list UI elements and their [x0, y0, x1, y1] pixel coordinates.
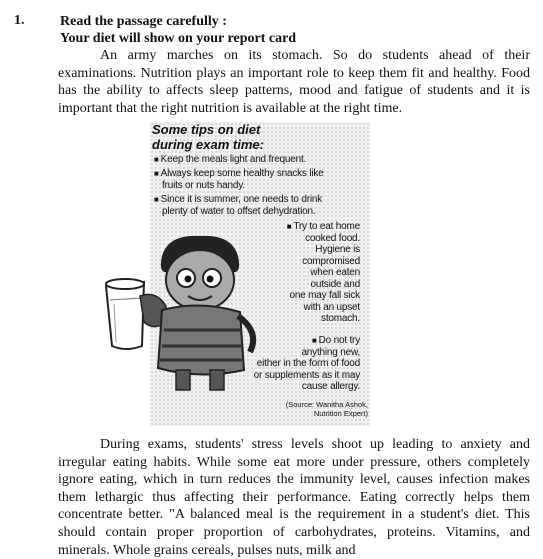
tip-4-line-1: Try to eat home — [293, 221, 360, 232]
passage-title: Your diet will show on your report card — [60, 31, 297, 46]
tip-4-line-2: cooked food. — [305, 232, 360, 244]
tip-2-line-2: fruits or nuts handy. — [162, 179, 245, 191]
paragraph-2-text: During exams, students' stress levels shoot up leading to anxiety and irregular eating habits. While some eat more under pressure, others completely ignore eating, which in turn reduces the immunity level, causes infection makes them lethargic thus affecting their performance. Eating correctly helps them concentrate better. "A balanced meal is the requirement in a student's diet. This should contain proper proportion of carbohydrates, proteins. Vitamins, and minerals. Whole grains cereals, pulses nuts, milk and — [58, 437, 530, 558]
paragraph-1-text: An army marches on its stomach. So do students ahead of their examinations. Nutrition plays an important role to keep them fit and healthy. Food has the ability to affects sleep patterns, mood and fatigue of students and it is important that the right nutrition is available at the right time. — [58, 48, 530, 116]
clipping-heading-line-2: during exam time: — [152, 137, 264, 152]
bullet-icon: ■ — [154, 155, 159, 164]
tip-4-line-5: when eaten — [310, 267, 360, 278]
tip-4-line-6: outside and — [310, 278, 360, 290]
bullet-icon: ■ — [312, 336, 317, 345]
tip-3 — [154, 194, 322, 217]
clipping-heading — [152, 122, 264, 152]
tip-4-line-9: stomach. — [321, 313, 360, 324]
source-line-2: Nutrition Expert) — [313, 409, 368, 418]
tip-3-line-2: plenty of water to offset dehydration. — [162, 205, 316, 217]
tip-5-line-3: either in the form of food — [256, 358, 360, 369]
instruction-text: Read the passage carefully : — [60, 14, 227, 29]
tip-5-line-2: anything new, — [301, 346, 360, 358]
boy-with-glass-illustration — [100, 234, 272, 394]
tip-4-line-8: with an upset — [303, 301, 360, 313]
tip-5-line-5: cause allergy. — [301, 381, 360, 392]
passage-paragraph-2 — [58, 436, 530, 559]
question-number: 1. — [14, 13, 25, 28]
passage-paragraph-1 — [58, 47, 530, 117]
tip-2 — [154, 168, 324, 191]
tip-5-line-1: Do not try — [318, 335, 360, 346]
newspaper-clipping — [100, 122, 372, 426]
bullet-icon: ■ — [154, 169, 159, 178]
tip-4-line-7: one may fall sick — [289, 290, 360, 301]
bullet-icon: ■ — [154, 195, 159, 204]
tip-1 — [154, 154, 306, 166]
tip-5-line-4: or supplements as it may — [253, 369, 360, 381]
tip-4-line-4: compromised — [302, 255, 360, 267]
tip-1-line-1: Keep the meals light and frequent. — [160, 154, 307, 165]
bullet-icon: ■ — [286, 222, 292, 231]
tip-2-line-1: Always keep some healthy snacks like — [160, 168, 324, 179]
tip-4-line-3: Hygiene is — [315, 244, 360, 255]
question-heading — [60, 13, 296, 47]
source-line-1: (Source: Wanitha Ashok, — [285, 400, 368, 409]
tip-3-line-1: Since it is summer, one needs to drink — [160, 194, 323, 205]
glass-icon — [106, 279, 144, 349]
clipping-heading-line-1: Some tips on diet — [152, 122, 261, 137]
clipping-source — [272, 400, 368, 418]
